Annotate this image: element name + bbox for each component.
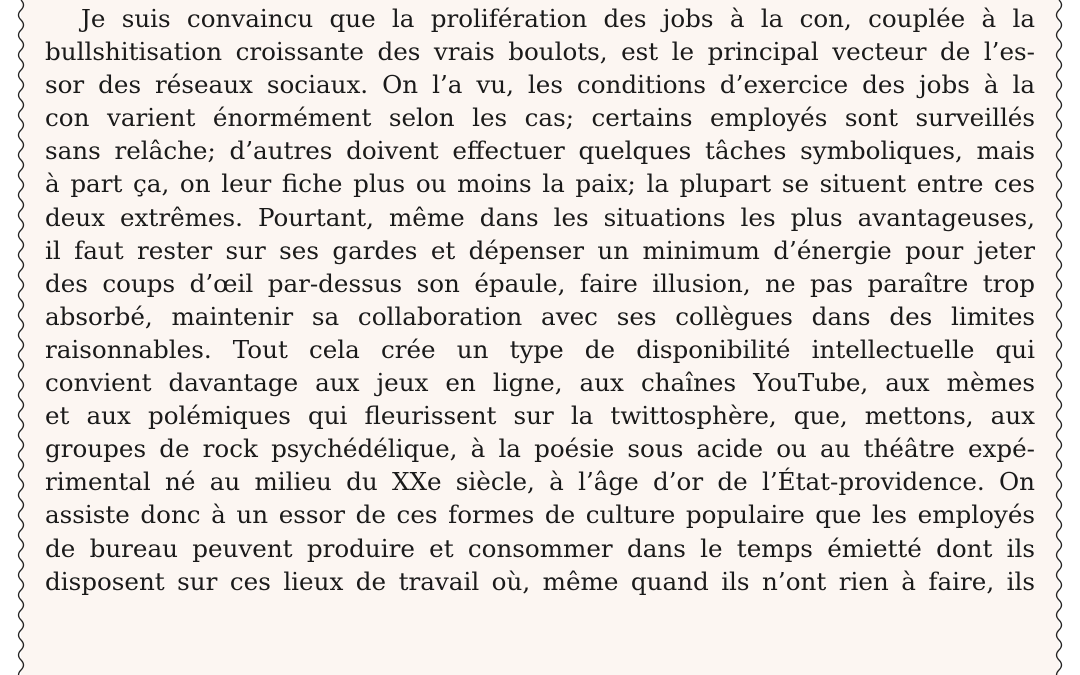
wavy-border-right — [1052, 0, 1066, 675]
text-line: raisonnables. Tout cela crée un type de disponibilité intellectuelle qui — [45, 334, 1035, 364]
text-line: et aux polémiques qui fleurissent sur la twittosphère, que, mettons, aux — [45, 401, 1035, 431]
text-line: convient davantage aux jeux en ligne, aux chaînes YouTube, aux mèmes — [45, 368, 1035, 398]
text-line: à part ça, on leur fiche plus ou moins la paix; la plupart se situent entre ces — [45, 169, 1035, 199]
text-line: con varient énormément selon les cas; certains employés sont surveillés — [45, 103, 1035, 133]
text-line: Je suis convaincu que la prolifération des jobs à la con, couplée à la — [81, 4, 1035, 33]
text-line: groupes de rock psychédélique, à la poésie sous acide ou au théâtre expé- — [45, 434, 1035, 464]
text-line: de bureau peuvent produire et consommer dans le temps émietté dont ils — [45, 533, 1035, 563]
text-line: absorbé, maintenir sa collaboration avec ses collègues dans des limites — [45, 301, 1035, 331]
text-line: il faut rester sur ses gardes et dépenser un minimum d’énergie pour jeter — [45, 235, 1035, 265]
body-paragraph — [45, 2, 1035, 598]
text-line: bullshitisation croissante des vrais boulots, est le principal vecteur de l’es- — [45, 37, 1035, 67]
text-line: sans relâche; d’autres doivent effectuer quelques tâches symboliques, mais — [45, 136, 1035, 166]
text-line: des coups d’œil par-dessus son épaule, faire illusion, ne pas paraître trop — [45, 268, 1035, 298]
text-line: assiste donc à un essor de ces formes de culture populaire que les employés — [45, 500, 1035, 530]
text-line: disposent sur ces lieux de travail où, même quand ils n’ont rien à faire, ils — [45, 566, 1035, 596]
wavy-border-left — [14, 0, 28, 675]
text-line: sor des réseaux sociaux. On l’a vu, les conditions d’exercice des jobs à la — [45, 70, 1035, 100]
text-line: deux extrêmes. Pourtant, même dans les situations les plus avantageuses, — [45, 202, 1035, 232]
text-line: rimental né au milieu du XXe siècle, à l’âge d’or de l’État-providence. On — [45, 467, 1035, 497]
